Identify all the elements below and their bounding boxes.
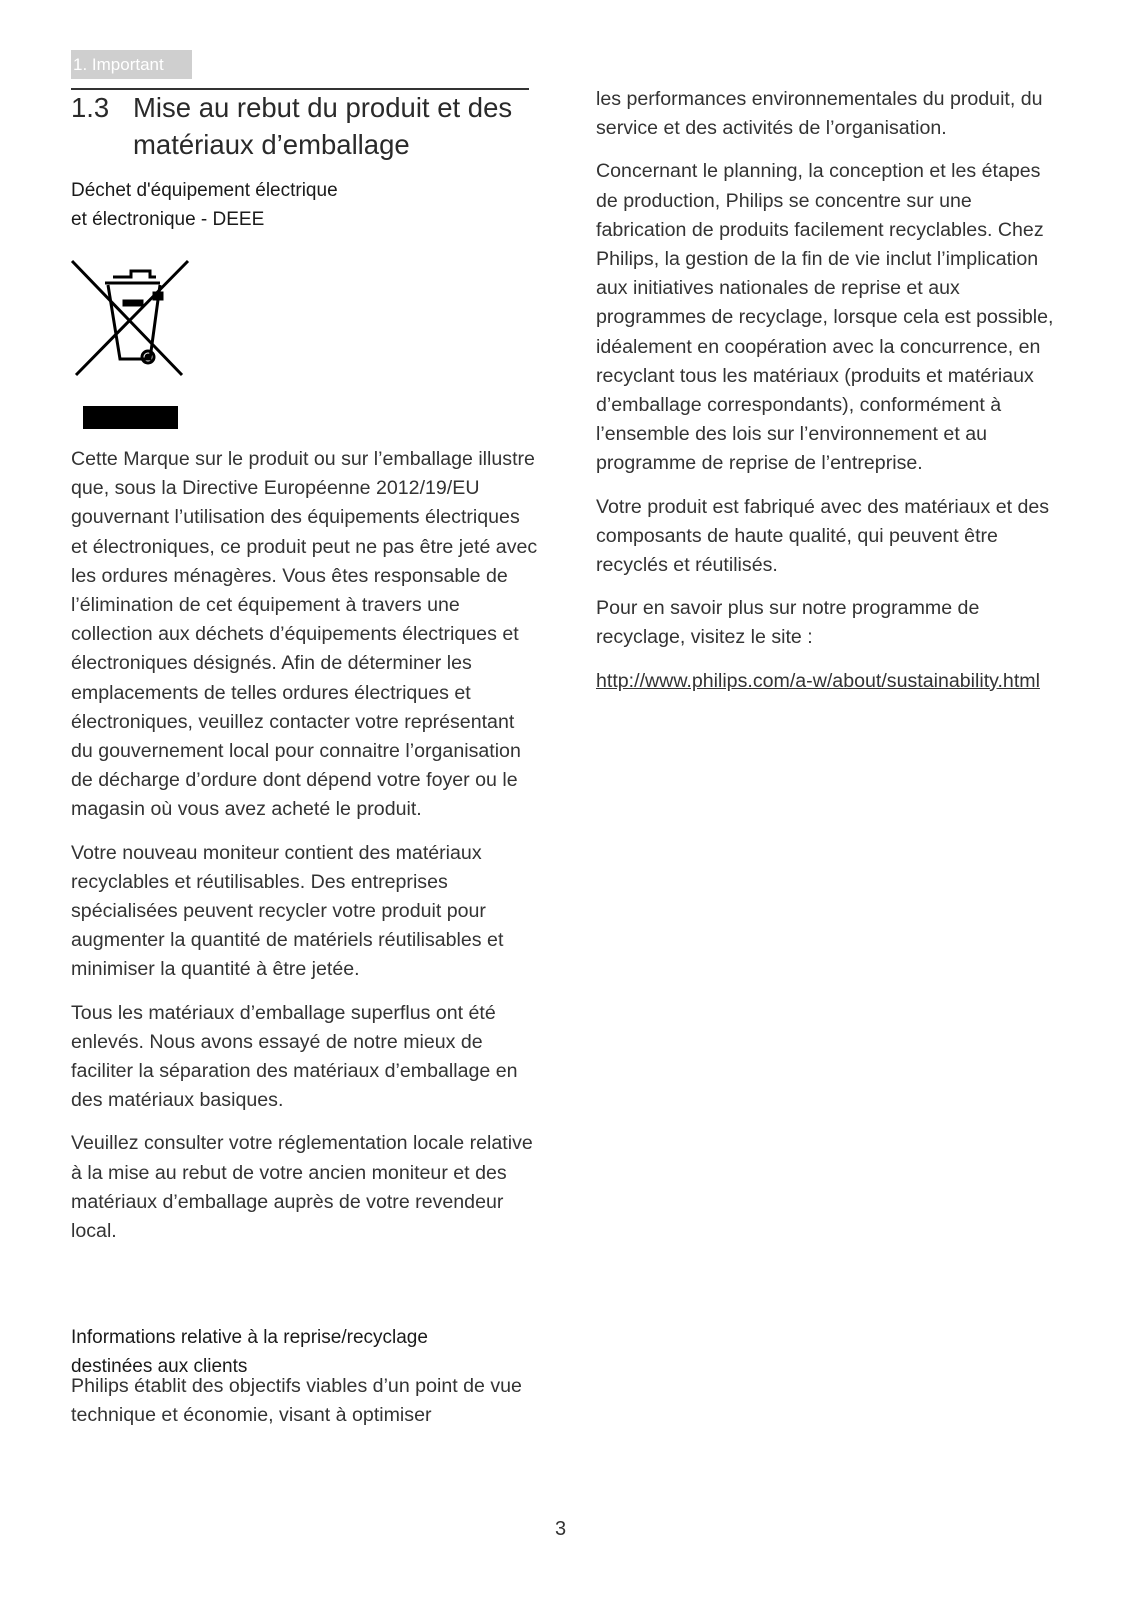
paragraph: Votre produit est fabriqué avec des matériaux et des composants de haute qualité, qui peuvent être recyclés et réutilisés. — [596, 495, 1050, 577]
paragraph: Cette Marque sur le produit ou sur l’emballage illustre que, sous la Directive Européenne 2012/19/EU gouvernant l’utilisation des équipements électriques et électroniques, ce produit peut ne pas être jeté avec les ordures ménagères. Vous êtes responsable de l’élimination de cet équipement à travers une collection aux déchets d’équipements électriques et électroniques désignés. Afin de déterminer les emplacements de telles ordures électriques et électroniques, veuillez contacter votre représentant du gouvernement local pour connaitre l’organisation de décharge d’ordure dont dépend votre foyer ou le magasin où vous avez acheté le produit. — [71, 448, 538, 821]
left-column — [71, 445, 541, 1260]
weee-heading-line2: et électronique - DEEE — [71, 209, 265, 230]
paragraph: Votre nouveau moniteur contient des matériaux recyclables et réutilisables. Des entreprises spécialisées peuvent recycler votre produit pour augmenter la quantité de matériels réutilisables et minimiser la quantité à être jetée. — [71, 841, 504, 981]
paragraph: Pour en savoir plus sur notre programme de recyclage, visitez le site : — [596, 597, 980, 649]
weee-black-bar — [83, 406, 178, 429]
weee-heading-line1: Déchet d'équipement électrique — [71, 180, 338, 201]
section-title-line1: Mise au rebut du produit et des — [133, 92, 513, 123]
info-text — [71, 1372, 541, 1444]
paragraph: Tous les matériaux d’emballage superflus ont été enlevés. Nous avons essayé de notre mieux de faciliter la séparation des matériaux d’emballage en des matériaux basiques. — [71, 1001, 518, 1112]
paragraph: Concernant le planning, la conception et les étapes de production, Philips se concentre sur une fabrication de produits facilement recyclables. Chez Philips, la gestion de la fin de vie inclut l’implication aux initiatives nationales de reprise et aux programmes de recyclage, lorsque cela est possible, idéalement en coopération avec la concurrence, en recyclant tous les matériaux (produits et matériaux d’emballage correspondants), conformément à l’ensemble des lois sur l’environnement et au programme de reprise de l’entreprise. — [596, 160, 1054, 475]
section-title-line2: matériaux d’emballage — [133, 129, 410, 160]
section-title — [71, 89, 541, 163]
right-column — [596, 85, 1066, 710]
info-heading-line1: Informations relative à la reprise/recyclage — [71, 1327, 428, 1348]
paragraph: Veuillez consulter votre réglementation locale relative à la mise au rebut de votre ancien moniteur et des matériaux d’emballage auprès de votre revendeur local. — [71, 1132, 533, 1243]
sustainability-link[interactable]: http://www.philips.com/a-w/about/sustainability.html — [596, 669, 1040, 692]
weee-heading — [71, 176, 338, 234]
page-number: 3 — [555, 1518, 567, 1540]
chapter-tab: 1. Important — [71, 50, 192, 79]
paragraph: les performances environnementales du produit, du service et des activités de l’organisation. — [596, 88, 1043, 140]
paragraph: Philips établit des objectifs viables d’un point de vue technique et économie, visant à optimiser — [71, 1375, 522, 1427]
info-heading-line2: destinées aux clients — [71, 1356, 248, 1377]
crossed-out-wheelie-bin-icon — [70, 259, 190, 384]
section-number: 1.3 — [71, 92, 110, 123]
